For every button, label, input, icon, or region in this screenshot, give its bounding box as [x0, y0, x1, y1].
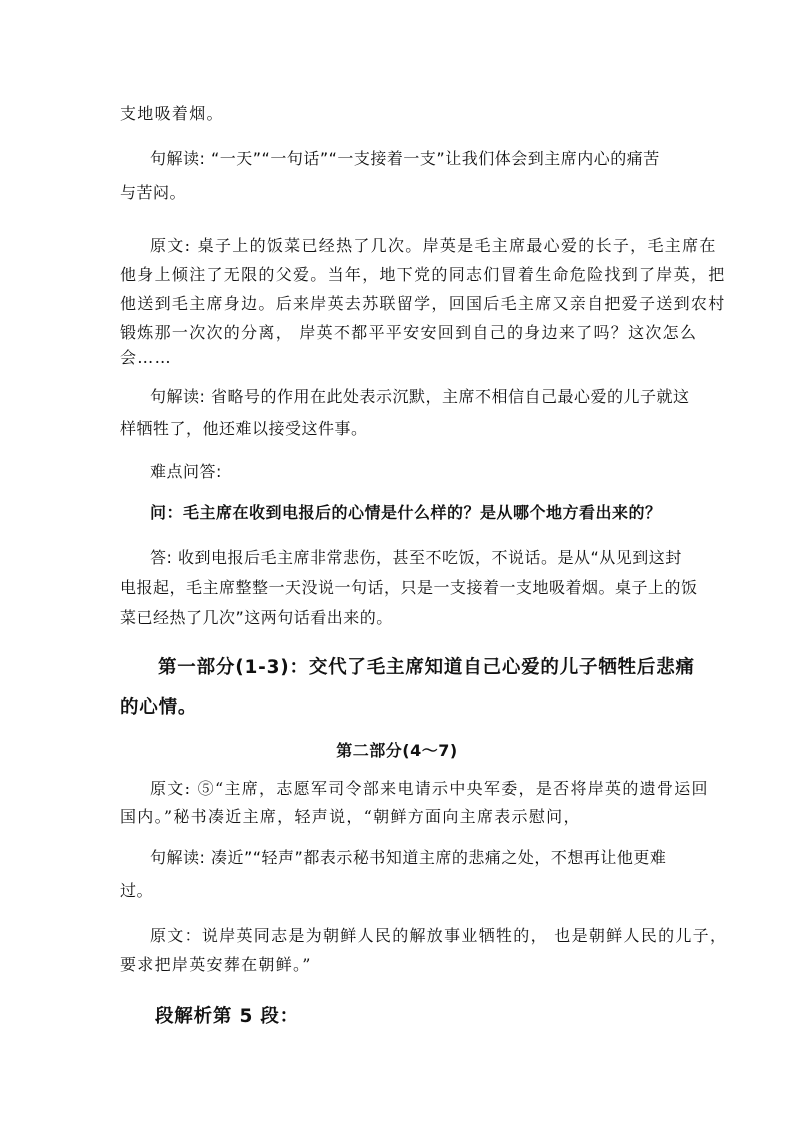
paragraph-line: 会…… — [120, 348, 172, 367]
section-heading: 第一部分(1-3)：交代了毛主席知道自己心爱的儿子牺牲后悲痛 — [158, 657, 695, 678]
paragraph-line: 难点问答: — [150, 462, 222, 481]
paragraph-line: 国内。”秘书凑近主席，轻声说，“朝鲜方面向主席表示慰问， — [120, 807, 581, 826]
paragraph-line: 电报起，毛主席整整一天没说一句话，只是一支接着一支地吸着烟。桌子上的饭 — [120, 578, 698, 597]
paragraph-line: 答: 收到电报后毛主席非常悲伤，甚至不吃饭，不说话。是从“从见到这封 — [150, 548, 682, 567]
paragraph-line: 原文: ⑤“主席，志愿军司令部来电请示中央军委，是否将岸英的遗骨运回 — [150, 779, 709, 798]
paragraph-line: 原文: 桌子上的饭菜已经热了几次。岸英是毛主席最心爱的长子，毛主席在 — [150, 236, 717, 255]
paragraph-line: 他送到毛主席身边。后来岸英去苏联留学，回国后毛主席又亲自把爱子送到农村 — [120, 294, 726, 313]
paragraph-line: 过。 — [120, 881, 154, 900]
paragraph-line: 句解读: 省略号的作用在此处表示沉默，主席不相信自己最心爱的儿子就这 — [150, 387, 690, 406]
paragraph-line: 与苦闷。 — [120, 183, 187, 202]
paragraph-line: 他身上倾注了无限的父爱。当年，地下党的同志们冒着生命危险找到了岸英，把 — [120, 265, 726, 284]
paragraph-line: 样牺牲了，他还难以接受这件事。 — [120, 419, 368, 438]
section-heading: 段解析第 5 段： — [155, 1006, 299, 1027]
paragraph-line: 原文：说岸英同志是为朝鲜人民的解放事业牺牲的， 也是朝鲜人民的儿子， — [150, 926, 728, 945]
paragraph-line: 句解读: “一天”“一句话”“一支接着一支”让我们体会到主席内心的痛苦 — [150, 149, 660, 168]
section-heading: 的心情。 — [120, 697, 198, 718]
question-line: 问：毛主席在收到电报后的心情是什么样的？是从哪个地方看出来的？ — [150, 503, 662, 522]
section-subheading: 第二部分(4～7) — [336, 741, 458, 760]
paragraph-line: 句解读: 凑近”“轻声”都表示秘书知道主席的悲痛之处，不想再让他更难 — [150, 848, 667, 867]
paragraph-line: 菜已经热了几次”这两句话看出来的。 — [120, 608, 393, 627]
paragraph-line: 锻炼那一次次的分离， 岸英不都平平安安回到自己的身边来了吗？这次怎么 — [120, 323, 698, 342]
paragraph-line: 支地吸着烟。 — [120, 104, 224, 123]
paragraph-line: 要求把岸英安葬在朝鲜。” — [120, 955, 312, 974]
